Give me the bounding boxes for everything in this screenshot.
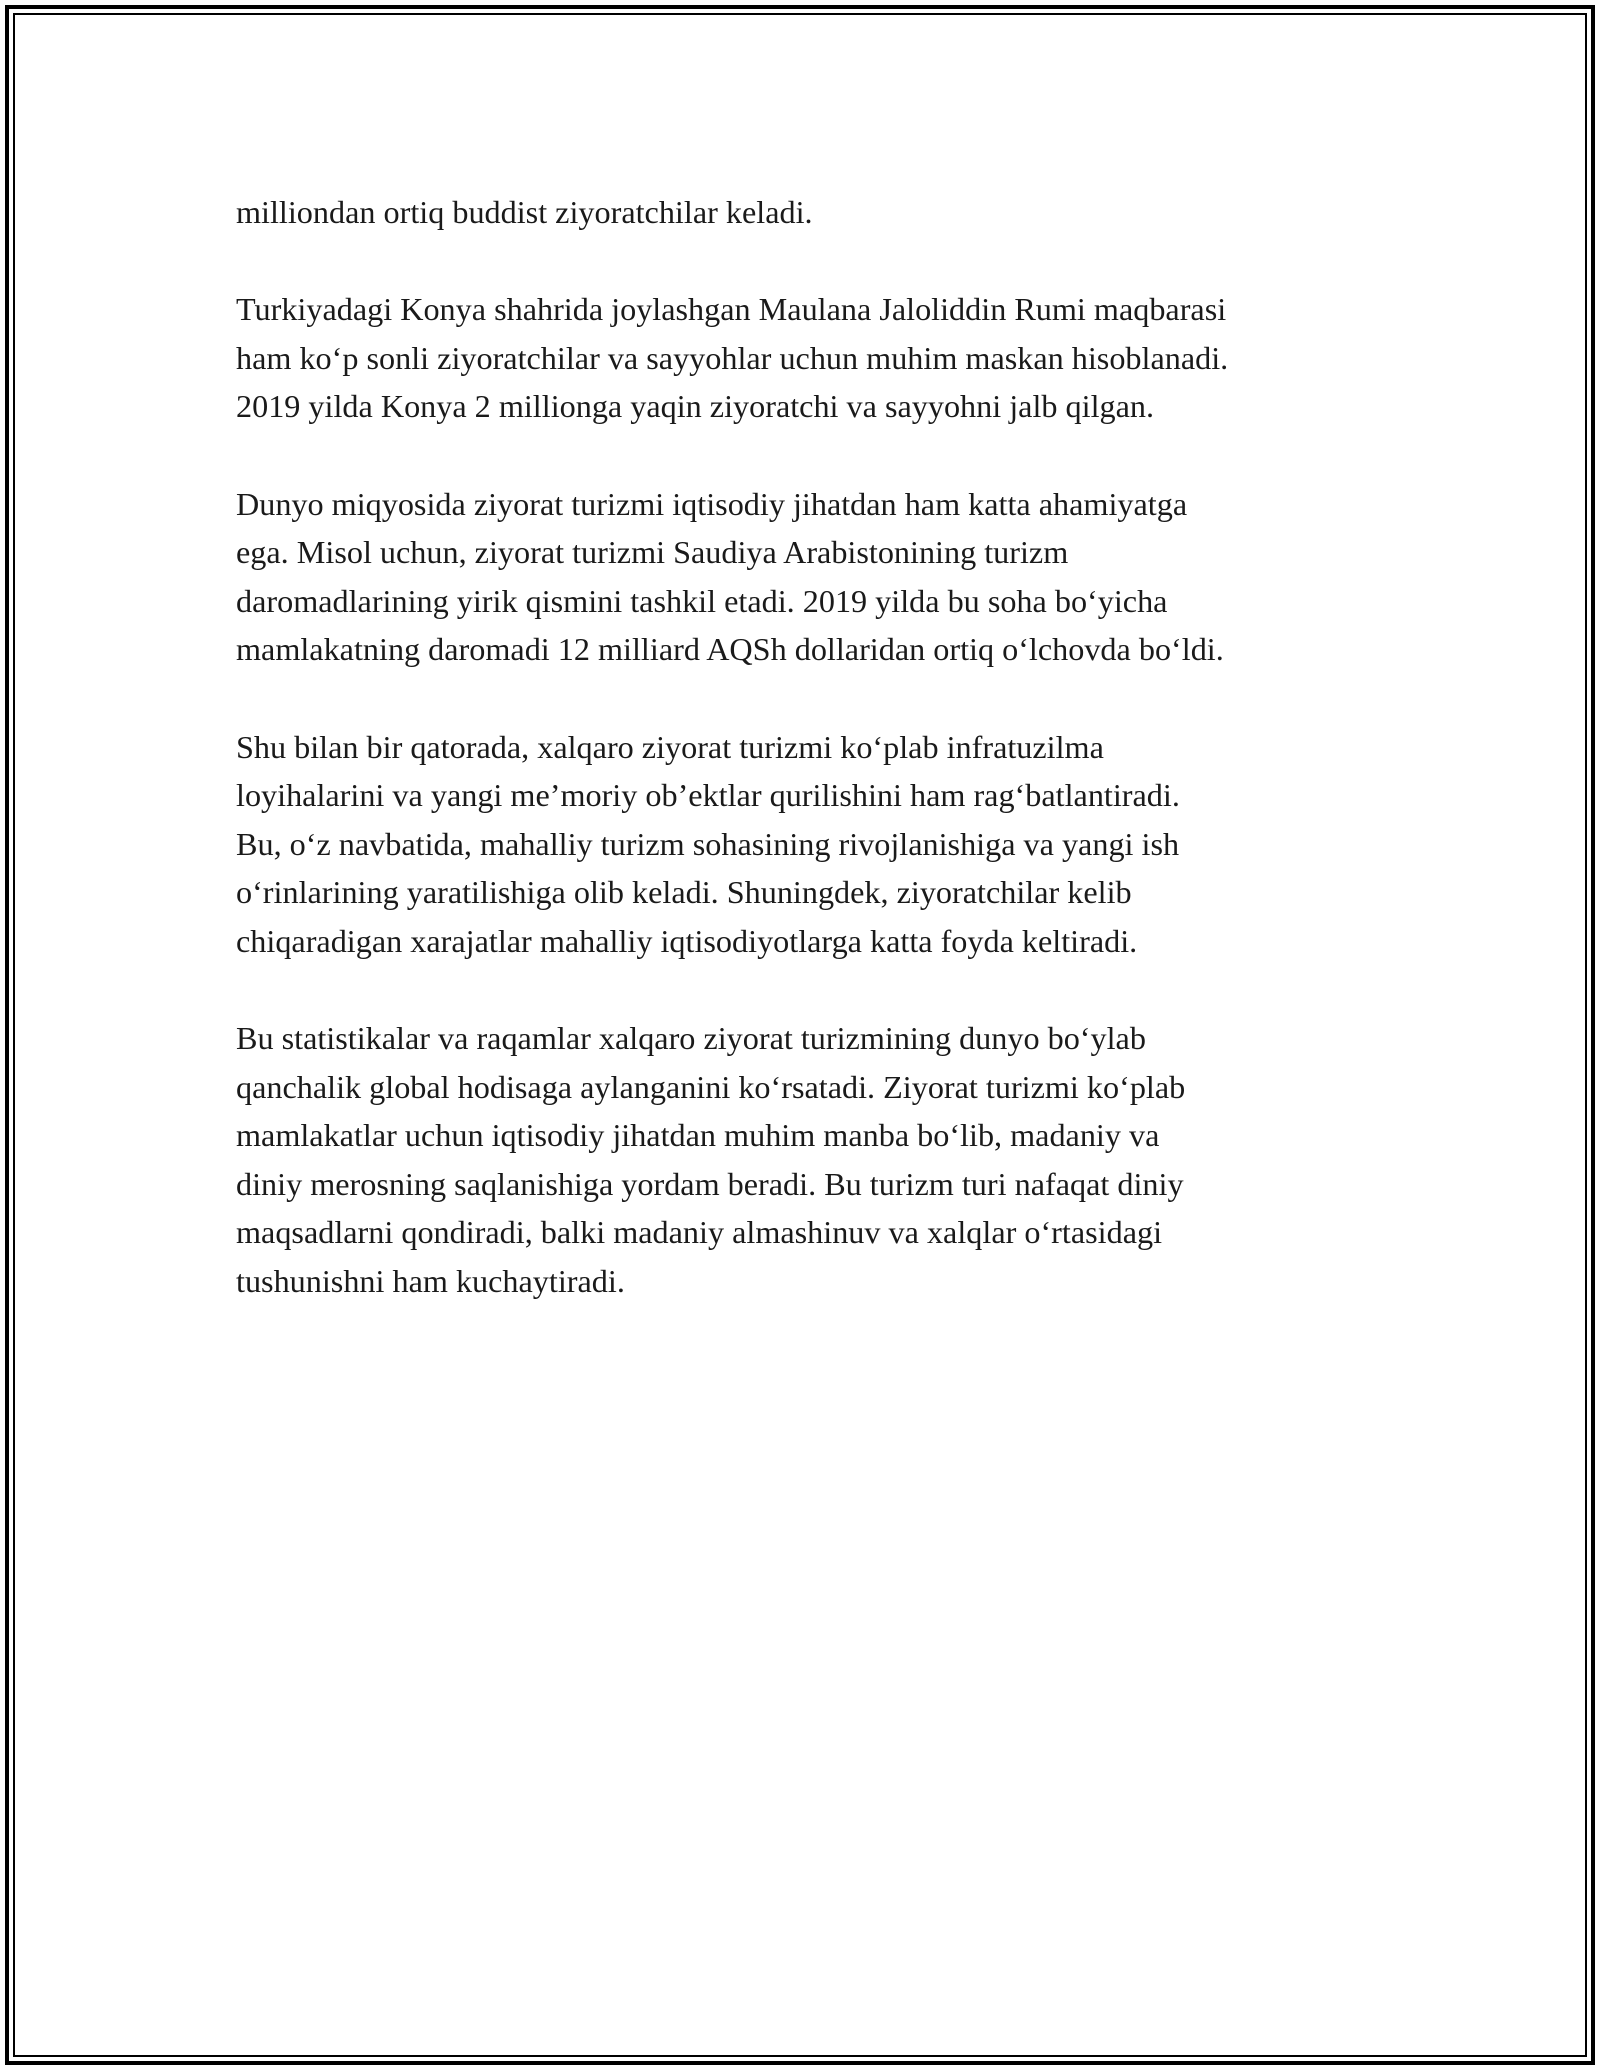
paragraph-3 bbox=[236, 480, 1376, 674]
text-line: Bu, o‘z navbatida, mahalliy turizm sohasining rivojlanishiga va yangi ish bbox=[236, 825, 1180, 862]
text-line: o‘rinlarining yaratilishiga olib keladi. Shuningdek, ziyoratchilar kelib bbox=[236, 874, 1132, 911]
text-line: ega. Misol uchun, ziyorat turizmi Saudiya Arabistonining turizm bbox=[236, 534, 1069, 571]
text-line: loyihalarini va yangi me’moriy ob’ektlar qurilishini ham rag‘batlantiradi. bbox=[236, 777, 1180, 814]
document-body bbox=[236, 188, 1376, 1354]
paragraph-4 bbox=[236, 723, 1376, 966]
text-line: milliondan ortiq buddist ziyoratchilar keladi. bbox=[236, 194, 813, 230]
text-line: qanchalik global hodisaga aylanganini ko‘rsatadi. Ziyorat turizmi ko‘plab bbox=[236, 1068, 1186, 1105]
paragraph-2 bbox=[236, 285, 1376, 431]
text-line: mamlakatning daromadi 12 milliard AQSh dollaridan ortiq o‘lchovda bo‘ldi. bbox=[236, 631, 1224, 668]
text-line: maqsadlarni qondiradi, balki madaniy almashinuv va xalqlar o‘rtasidagi bbox=[236, 1214, 1163, 1251]
text-line: mamlakatlar uchun iqtisodiy jihatdan muhim manba bo‘lib, madaniy va bbox=[236, 1117, 1160, 1154]
text-line: Bu statistikalar va raqamlar xalqaro ziyorat turizmining dunyo bo‘ylab bbox=[236, 1020, 1146, 1057]
paragraph-1 bbox=[236, 188, 1376, 237]
paragraph-5 bbox=[236, 1014, 1376, 1306]
text-line: Shu bilan bir qatorada, xalqaro ziyorat turizmi ko‘plab infratuzilma bbox=[236, 728, 1104, 765]
text-line: Turkiyadagi Konya shahrida joylashgan Maulana Jaloliddin Rumi maqbarasi bbox=[236, 291, 1227, 328]
text-line: tushunishni ham kuchaytiradi. bbox=[236, 1263, 625, 1300]
text-line: Dunyo miqyosida ziyorat turizmi iqtisodiy jihatdan ham katta ahamiyatga bbox=[236, 485, 1188, 522]
text-line: chiqaradigan xarajatlar mahalliy iqtisodiyotlarga katta foyda keltiradi. bbox=[236, 922, 1138, 959]
text-line: diniy merosning saqlanishiga yordam beradi. Bu turizm turi nafaqat diniy bbox=[236, 1165, 1184, 1202]
text-line: ham ko‘p sonli ziyoratchilar va sayyohlar uchun muhim maskan hisoblanadi. bbox=[236, 339, 1229, 376]
text-line: 2019 yilda Konya 2 millionga yaqin ziyoratchi va sayyohni jalb qilgan. bbox=[236, 388, 1155, 425]
text-line: daromadlarining yirik qismini tashkil etadi. 2019 yilda bu soha bo‘yicha bbox=[236, 582, 1168, 619]
